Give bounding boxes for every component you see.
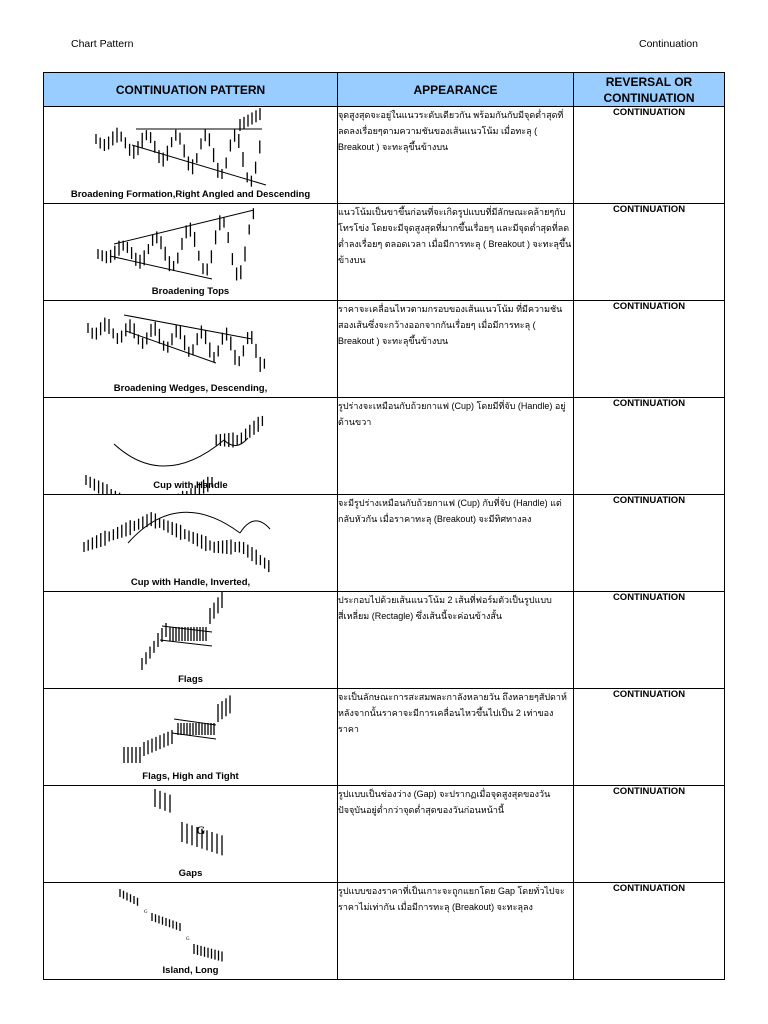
table-row — [44, 107, 725, 204]
gap-label: G — [186, 937, 190, 942]
appearance-cell: รูปแบบของราคาที่เป็นเกาะจะถูกแยกโดย Gap โดยทั่วไปจะราคาไม่เท่ากัน เมื่อมีการทะลุ (Breakout) จะทะลุลง — [338, 883, 574, 980]
table-row — [44, 592, 725, 689]
pattern-cell — [44, 592, 338, 689]
appearance-cell: รูปแบบเป็นช่องว่าง (Gap) จะปรากฏเมื่อจุดสูงสุดของวันปัจจุบันอยู่ต่ำกว่าจุดต่ำสุดของวันก่อนหน้านี้ — [338, 786, 574, 883]
pattern-name: Broadening Tops — [151, 286, 230, 297]
trend-curve — [240, 521, 270, 533]
trend-line — [110, 256, 212, 279]
trend-curve — [128, 512, 240, 543]
pattern-name: Broadening Wedges, Descending, — [113, 383, 268, 394]
type-cell: CONTINUATION — [574, 107, 725, 204]
trend-line — [126, 331, 216, 363]
pattern-cell — [44, 689, 338, 786]
trend-curve — [224, 438, 248, 446]
trend-curve — [114, 440, 224, 466]
document-header-title: Chart Pattern — [71, 38, 134, 50]
type-cell: CONTINUATION — [574, 204, 725, 301]
pattern-cell — [44, 107, 338, 204]
type-cell: CONTINUATION — [574, 398, 725, 495]
appearance-cell: แนวโน้มเป็นขาขึ้นก่อนที่จะเกิดรูปแบบที่มีลักษณะคล้ายๆกับโทรโข่ง โดยจะมีจุดสูงสุดที่มากขึ้นเรื่อยๆ และมีจุดต่ำสุดที่ลดต่ำลงเรื่อยๆ ตลอดเวลา เมื่อมีการทะลุ ( Breakout ) จะทะลุขึ้นข้างบน — [338, 204, 574, 301]
trend-line — [160, 640, 212, 646]
appearance-cell: จุดสูงสุดจะอยู่ในแนวระดับเดียวกัน พร้อมกันกับมีจุดต่ำสุดที่ลดลงเรื่อยๆตามความชันของเส้นแนวโน้ม เมื่อทะลุ ( Breakout ) จะทะลุขึ้นข้างบน — [338, 107, 574, 204]
pattern-table — [43, 72, 725, 980]
appearance-cell: รูปร่างจะเหมือนกับถ้วยกาแฟ (Cup) โดยมีที่จับ (Handle) อยู่ด้านขวา — [338, 398, 574, 495]
table-row — [44, 398, 725, 495]
pattern-name: Island, Long — [162, 965, 219, 976]
pattern-name: Gaps — [178, 868, 203, 879]
column-header-appearance: APPEARANCE — [338, 73, 574, 107]
table-row — [44, 204, 725, 301]
trend-line — [124, 315, 252, 339]
trend-line — [172, 733, 216, 739]
pattern-cell — [44, 398, 338, 495]
table-row — [44, 495, 725, 592]
gap-label: G — [196, 823, 206, 837]
trend-line — [174, 719, 216, 725]
table-header-row — [44, 73, 725, 107]
trend-line — [114, 210, 254, 244]
type-cell: CONTINUATION — [574, 786, 725, 883]
pattern-name: Broadening Formation,Right Angled and Descending — [70, 189, 311, 200]
type-cell: CONTINUATION — [574, 301, 725, 398]
pattern-name: Cup with Handle — [153, 480, 228, 491]
type-cell: CONTINUATION — [574, 592, 725, 689]
column-header-pattern: CONTINUATION PATTERN — [44, 73, 338, 107]
appearance-cell: ราคาจะเคลื่อนไหวตามกรอบของเส้นแนวโน้ม ที่มีความชันสองเส้นซึ่งจะกว้างออกจากกันเรื่อยๆ เมื่อมีการทะลุ ( Breakout ) จะทะลุขึ้นข้างบน — [338, 301, 574, 398]
pattern-cell — [44, 301, 338, 398]
pattern-cell — [44, 786, 338, 883]
trend-line — [132, 145, 266, 185]
appearance-cell: จะเป็นลักษณะการสะสมพละกาลังหลายวัน ถึงหลายๆสัปดาห์ หลังจากนั้นราคาจะมีการเคลื่อนไหวขึ้นไปเป็น 2 เท่าของราคา — [338, 689, 574, 786]
pattern-name: Flags, High and Tight — [142, 771, 239, 782]
column-header-type: REVERSAL OR CONTINUATION — [574, 73, 725, 107]
pattern-cell — [44, 204, 338, 301]
pattern-name: Cup with Handle, Inverted, — [130, 577, 251, 588]
gap-label: G — [144, 910, 148, 915]
table-row — [44, 883, 725, 980]
pattern-name: Flags — [178, 674, 203, 685]
pattern-cell — [44, 495, 338, 592]
table-row — [44, 301, 725, 398]
table-row — [44, 786, 725, 883]
table-row — [44, 689, 725, 786]
type-cell: CONTINUATION — [574, 883, 725, 980]
appearance-cell: ประกอบไปด้วยเส้นแนวโน้ม 2 เส้นที่ฟอร์มตัวเป็นรูปแบบสี่เหลี่ยม (Rectagle) ซึ่งเส้นนี้จะค่อนข้างสั้น — [338, 592, 574, 689]
pattern-cell — [44, 883, 338, 980]
type-cell: CONTINUATION — [574, 495, 725, 592]
type-cell: CONTINUATION — [574, 689, 725, 786]
document-header-section: Continuation — [639, 38, 698, 50]
appearance-cell: จะมีรูปร่างเหมือนกับถ้วยกาแฟ (Cup) กับที่จับ (Handle) แต่กลับหัวกัน เมื่อราคาทะลุ (Breakout) จะมีทิศทางลง — [338, 495, 574, 592]
